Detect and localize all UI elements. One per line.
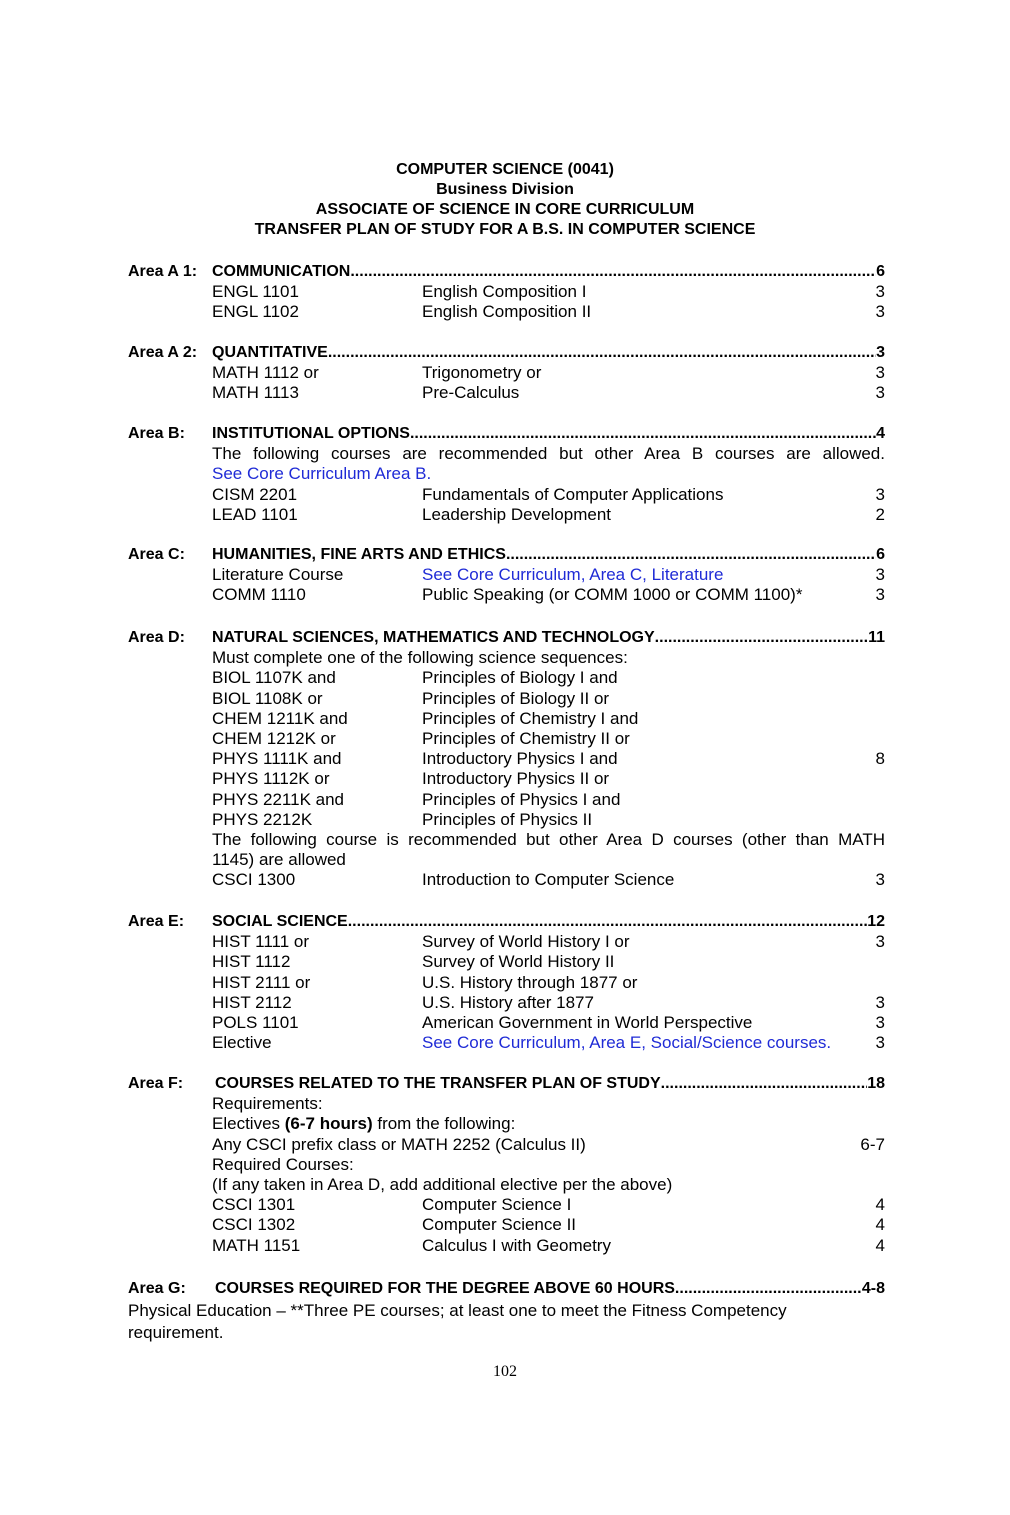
course-code: Literature Course	[212, 565, 344, 585]
course-name: Survey of World History I or	[422, 932, 630, 952]
course-code: MATH 1113	[212, 383, 299, 403]
course-hours: 3	[875, 565, 885, 585]
course-row	[128, 565, 885, 585]
area-note: The following courses are recommended but other Area B courses are allowed.	[212, 444, 885, 464]
course-code: HIST 2111 or	[212, 972, 311, 992]
course-name: Principles of Chemistry I and	[422, 708, 639, 728]
course-name: Survey of World History II	[422, 952, 615, 972]
area-hours: 11	[868, 629, 885, 646]
course-code: CHEM 1212K or	[212, 728, 336, 748]
area-d-section	[128, 628, 885, 890]
area-title: SOCIAL SCIENCE	[212, 913, 348, 930]
course-row	[128, 1195, 885, 1215]
course-name: English Composition I	[422, 282, 587, 302]
area-b-section	[128, 424, 885, 525]
course-name: Leadership Development	[422, 504, 612, 524]
course-hours: 4	[875, 1235, 885, 1255]
area-f-section	[128, 1074, 885, 1256]
header-division: Business Division	[436, 181, 574, 198]
course-code: CISM 2201	[212, 484, 298, 504]
course-code: PHYS 1111K and	[212, 749, 342, 769]
course-hours: 8	[875, 749, 885, 769]
area-a2-section	[128, 343, 885, 404]
course-row	[128, 973, 885, 993]
area-label: Area A 1:	[128, 263, 198, 280]
required-note: (If any taken in Area D, add additional elective per the above)	[212, 1174, 673, 1194]
core-curriculum-link[interactable]: See Core Curriculum, Area E, Social/Science courses.	[422, 1033, 832, 1053]
course-name: Trigonometry or	[422, 363, 542, 383]
header-program: COMPUTER SCIENCE (0041)	[396, 161, 614, 178]
core-curriculum-link[interactable]: See Core Curriculum Area B.	[212, 464, 432, 484]
area-title: INSTITUTIONAL OPTIONS	[212, 425, 410, 442]
course-row	[128, 993, 885, 1013]
course-name: American Government in World Perspective	[422, 1012, 753, 1032]
course-name: Computer Science II	[422, 1215, 577, 1235]
course-code: CSCI 1301	[212, 1195, 296, 1215]
area-hours: 4-8	[861, 1280, 885, 1297]
course-hours: 6-7	[860, 1134, 885, 1154]
course-row	[128, 1033, 885, 1053]
course-row	[128, 932, 885, 952]
course-code: CSCI 1300	[212, 870, 296, 890]
course-row	[128, 709, 885, 729]
area-title: HUMANITIES, FINE ARTS AND ETHICS	[212, 546, 506, 563]
course-row	[128, 363, 885, 383]
area-title: NATURAL SCIENCES, MATHEMATICS AND TECHNOLOGY	[212, 629, 655, 646]
course-name: Principles of Biology I and	[422, 668, 618, 688]
course-row	[128, 485, 885, 505]
area-hours: 3	[876, 344, 885, 361]
area-label: Area F:	[128, 1075, 184, 1092]
area-hours: 6	[876, 263, 885, 280]
area-a1-section	[128, 262, 885, 323]
area-g-text: Physical Education – **Three PE courses; at least one to meet the Fitness Competency requirement.	[128, 1301, 787, 1342]
course-code: HIST 1112	[212, 952, 291, 972]
area-label: Area C:	[128, 546, 185, 563]
course-name: Introductory Physics I and	[422, 749, 618, 769]
course-code: HIST 1111 or	[212, 932, 310, 952]
course-row	[128, 790, 885, 810]
course-name: Introduction to Computer Science	[422, 870, 675, 890]
area-note: The following course is recommended but other Area D courses (other than MATH	[212, 829, 885, 849]
area-title: COMMUNICATION	[212, 263, 351, 280]
course-row	[128, 1013, 885, 1033]
area-hours: 6	[876, 546, 885, 563]
requirements-label: Requirements:	[212, 1094, 323, 1114]
course-code: BIOL 1107K and	[212, 668, 336, 688]
course-row	[128, 810, 885, 830]
course-code: ENGL 1102	[212, 302, 299, 322]
course-row	[128, 1236, 885, 1256]
course-hours: 3	[875, 383, 885, 403]
area-g-section	[128, 1279, 885, 1299]
area-c-section	[128, 545, 885, 606]
electives-prefix: Electives	[212, 1114, 281, 1134]
course-row	[128, 302, 885, 322]
course-code: ENGL 1101	[212, 282, 299, 302]
area-label: Area B:	[128, 425, 185, 442]
area-hours: 12	[867, 913, 885, 930]
area-label: Area E:	[128, 913, 185, 930]
course-row	[128, 689, 885, 709]
header-plan: TRANSFER PLAN OF STUDY FOR A B.S. IN COMPUTER SCIENCE	[254, 221, 756, 238]
core-curriculum-link[interactable]: See Core Curriculum, Area C, Literature	[422, 565, 724, 585]
course-name: Principles of Chemistry II or	[422, 728, 630, 748]
course-name: Computer Science I	[422, 1195, 572, 1215]
course-code: CSCI 1302	[212, 1215, 296, 1235]
course-code: COMM 1110	[212, 585, 306, 605]
course-hours: 2	[875, 504, 885, 524]
electives-hours: (6-7 hours)	[284, 1114, 373, 1134]
area-hours: 18	[867, 1075, 885, 1092]
course-row	[128, 668, 885, 688]
course-name: Calculus I with Geometry	[422, 1235, 611, 1255]
course-code: LEAD 1101	[212, 504, 298, 524]
course-hours: 3	[875, 484, 885, 504]
course-hours: 4	[875, 1195, 885, 1215]
course-name: Introductory Physics II or	[422, 769, 610, 789]
course-row	[128, 952, 885, 972]
course-code: MATH 1151	[212, 1235, 301, 1255]
course-code: HIST 2112	[212, 992, 292, 1012]
course-code: Elective	[212, 1033, 272, 1053]
area-hours: 4	[876, 425, 885, 442]
area-title: COURSES RELATED TO THE TRANSFER PLAN OF STUDY	[215, 1075, 661, 1092]
course-row	[128, 870, 885, 890]
course-name: U.S. History after 1877	[422, 992, 594, 1012]
course-row	[128, 749, 885, 769]
electives-suffix: from the following:	[377, 1114, 516, 1134]
course-code: PHYS 2211K and	[212, 789, 344, 809]
course-hours: 3	[875, 282, 885, 302]
electives-line	[212, 1114, 515, 1134]
course-hours: 3	[875, 1033, 885, 1053]
course-name: Principles of Physics I and	[422, 789, 621, 809]
course-hours: 3	[875, 363, 885, 383]
header-degree: ASSOCIATE OF SCIENCE IN CORE CURRICULUM	[315, 201, 695, 218]
document-header	[0, 160, 1010, 240]
elective-options: Any CSCI prefix class or MATH 2252 (Calculus II)	[212, 1134, 586, 1154]
area-title: COURSES REQUIRED FOR THE DEGREE ABOVE 60 HOURS	[215, 1280, 675, 1297]
course-hours: 3	[875, 932, 885, 952]
course-row	[128, 585, 885, 605]
page-number: 102	[493, 1363, 517, 1380]
course-name: Public Speaking (or COMM 1000 or COMM 1100)*	[422, 585, 803, 605]
course-name: Principles of Physics II	[422, 809, 593, 829]
course-hours: 4	[875, 1215, 885, 1235]
area-label: Area D:	[128, 629, 185, 646]
course-code: POLS 1101	[212, 1012, 299, 1032]
course-name: U.S. History through 1877 or	[422, 972, 638, 992]
area-note-continued: 1145) are allowed	[212, 850, 346, 870]
course-code: BIOL 1108K or	[212, 688, 323, 708]
course-hours: 3	[875, 992, 885, 1012]
course-hours: 3	[875, 870, 885, 890]
course-code: CHEM 1211K and	[212, 708, 348, 728]
course-hours: 3	[875, 302, 885, 322]
course-code: PHYS 1112K or	[212, 769, 330, 789]
area-label: Area A 2:	[128, 344, 198, 361]
course-name: Fundamentals of Computer Applications	[422, 484, 724, 504]
course-name: Principles of Biology II or	[422, 688, 610, 708]
course-row	[128, 769, 885, 789]
course-row	[128, 282, 885, 302]
course-row	[128, 1215, 885, 1235]
area-e-section	[128, 912, 885, 1053]
course-hours: 3	[875, 1012, 885, 1032]
course-code: MATH 1112 or	[212, 363, 319, 383]
course-name: Pre-Calculus	[422, 383, 520, 403]
course-code: PHYS 2212K	[212, 809, 313, 829]
area-title: QUANTITATIVE	[212, 344, 328, 361]
course-name: English Composition II	[422, 302, 592, 322]
course-row	[128, 729, 885, 749]
course-hours: 3	[875, 585, 885, 605]
course-row	[128, 383, 885, 403]
course-row	[128, 505, 885, 525]
area-intro: Must complete one of the following science sequences:	[212, 648, 628, 668]
required-label: Required Courses:	[212, 1154, 354, 1174]
area-label: Area G:	[128, 1280, 186, 1297]
